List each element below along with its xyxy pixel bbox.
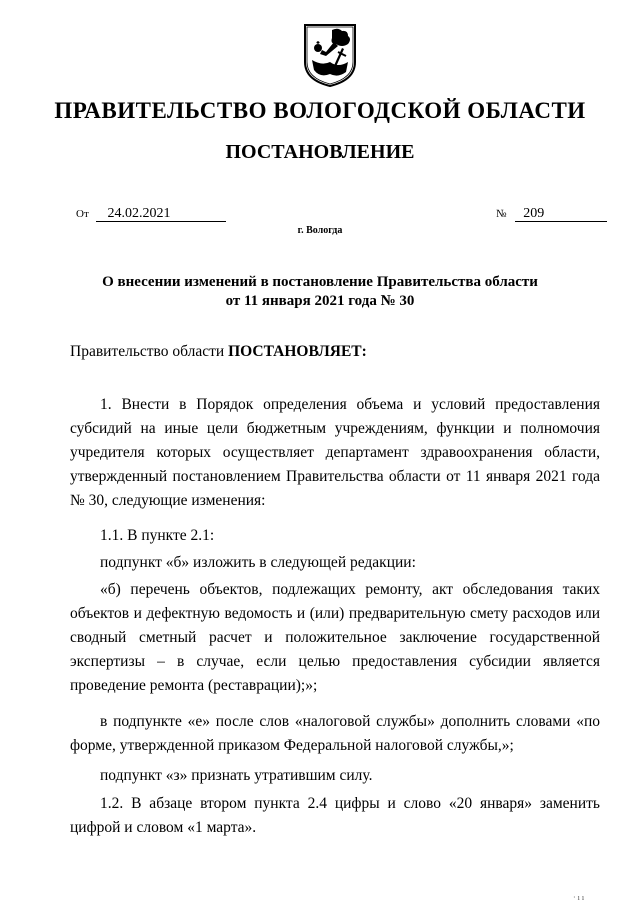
organization-title: ПРАВИТЕЛЬСТВО ВОЛОГОДСКОЙ ОБЛАСТИ [54, 98, 586, 123]
preamble-emphasis: ПОСТАНОВЛЯЕТ: [228, 343, 367, 360]
paragraph-1-2: 1.2. В абзаце втором пункта 2.4 цифры и слово «20 января» заменить цифрой и словом «1 марта». [70, 795, 600, 836]
number-prefix: № [496, 208, 507, 220]
preamble [70, 343, 367, 361]
subject-line-2: от 11 января 2021 года № 30 [225, 293, 415, 309]
document-number: 209 [515, 206, 607, 222]
vologda-coat-of-arms-icon [302, 22, 358, 88]
document-date-field [76, 206, 226, 222]
city-label: г. Вологда [297, 225, 343, 236]
document-date: 24.02.2021 [96, 206, 226, 222]
paragraph-1: 1. Внести в Порядок определения объема и условий предоставления субсидий на иные цели бюджетным учреждениям, функции и полномочия учредителя которых осуществляет департамент здравоохранения области, утвержденный постановлением Правительства области от 11 января 2021 года № 30, следующие изменения: [70, 396, 600, 509]
paragraph-subitem-z: подпункт «з» признать утратившим силу. [100, 767, 373, 784]
scan-artifact: · ı ı [573, 893, 585, 902]
paragraph-subitem-b: подпункт «б» изложить в следующей редакции: [100, 554, 416, 571]
paragraph-subitem-b-text: «б) перечень объектов, подлежащих ремонту, акт обследования таких объектов и дефектную ведомость и (или) предварительную смету расходов или сводный сметный расчет и положительное заключение государственной экспертизы – в случае, если целью предоставления субсидии является проведение ремонта (реставрации);»; [70, 581, 600, 694]
document-number-field [496, 206, 607, 222]
document-subject [60, 273, 580, 311]
document-type-title: ПОСТАНОВЛЕНИЕ [225, 141, 415, 163]
date-prefix: От [76, 208, 89, 220]
subject-line-1: О внесении изменений в постановление Правительства области [102, 274, 538, 290]
paragraph-subitem-e: в подпункте «е» после слов «налоговой службы» дополнить словами «по форме, утвержденной приказом Федеральной налоговой службы,»; [70, 713, 600, 754]
preamble-text: Правительство области [70, 343, 225, 360]
paragraph-1-1: 1.1. В пункте 2.1: [100, 527, 215, 544]
